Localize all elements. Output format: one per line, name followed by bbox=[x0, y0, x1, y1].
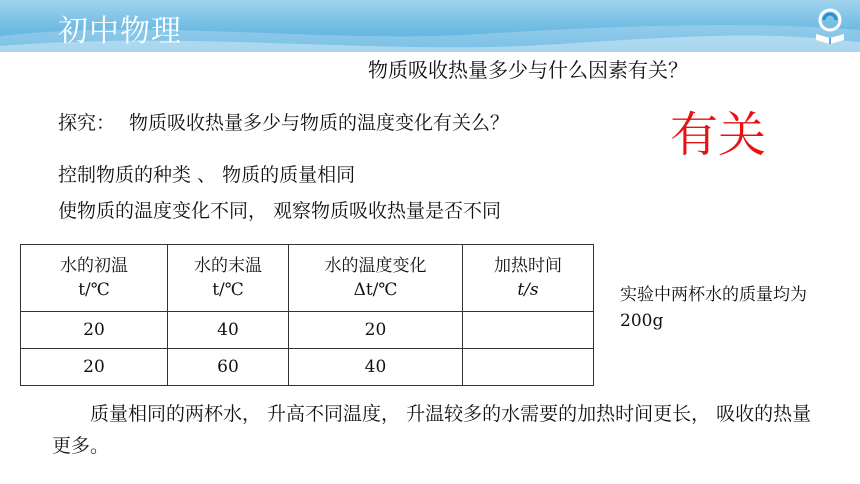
inquiry-text: 物质吸收热量多少与物质的温度变化有关么？ bbox=[129, 112, 510, 134]
condition-line-2: 使物质的温度变化不同， 观察物质吸收热量是否不同 bbox=[58, 200, 502, 222]
table-row bbox=[21, 312, 594, 349]
table-header-cell bbox=[168, 245, 289, 312]
header-line-1: 水的初温 bbox=[60, 256, 128, 276]
header-line-1: 水的末温 bbox=[194, 256, 262, 276]
table-header-cell bbox=[21, 245, 168, 312]
table-cell bbox=[463, 312, 594, 349]
table-cell: 40 bbox=[168, 312, 289, 349]
experiment-note: 实验中两杯水的质量均为200g bbox=[620, 285, 807, 331]
table-cell: 20 bbox=[289, 312, 463, 349]
inquiry-label: 探究： bbox=[58, 112, 116, 134]
condition-line-1: 控制物质的种类 、 物质的质量相同 bbox=[58, 164, 356, 186]
header-banner bbox=[0, 0, 860, 52]
header-title: 初中物理 bbox=[58, 14, 182, 49]
table-cell bbox=[463, 349, 594, 386]
page-subtitle: 物质吸收热量多少与什么因素有关？ bbox=[368, 58, 688, 82]
table-header-row bbox=[21, 245, 594, 312]
table-row bbox=[21, 349, 594, 386]
header-line-1: 水的温度变化 bbox=[324, 256, 427, 276]
header-line-2: t/℃ bbox=[78, 280, 110, 300]
header-line-2: t/s bbox=[517, 280, 539, 300]
header-line-2: Δt/℃ bbox=[353, 280, 398, 300]
data-table bbox=[20, 244, 594, 386]
table-cell: 40 bbox=[289, 349, 463, 386]
table-cell: 60 bbox=[168, 349, 289, 386]
conclusion-text: 质量相同的两杯水， 升高不同温度， 升温较多的水需要的加热时间更长， 吸收的热量更多。 bbox=[52, 403, 812, 457]
table-cell: 20 bbox=[21, 349, 168, 386]
table-header-cell bbox=[463, 245, 594, 312]
header-line-2: t/℃ bbox=[212, 280, 244, 300]
inquiry-question bbox=[58, 108, 509, 135]
answer-text: 有关 bbox=[670, 107, 767, 163]
table-header-cell bbox=[289, 245, 463, 312]
book-logo-icon bbox=[812, 6, 848, 44]
conclusion-paragraph bbox=[52, 398, 812, 462]
table-cell: 20 bbox=[21, 312, 168, 349]
header-line-1: 加热时间 bbox=[494, 256, 562, 276]
